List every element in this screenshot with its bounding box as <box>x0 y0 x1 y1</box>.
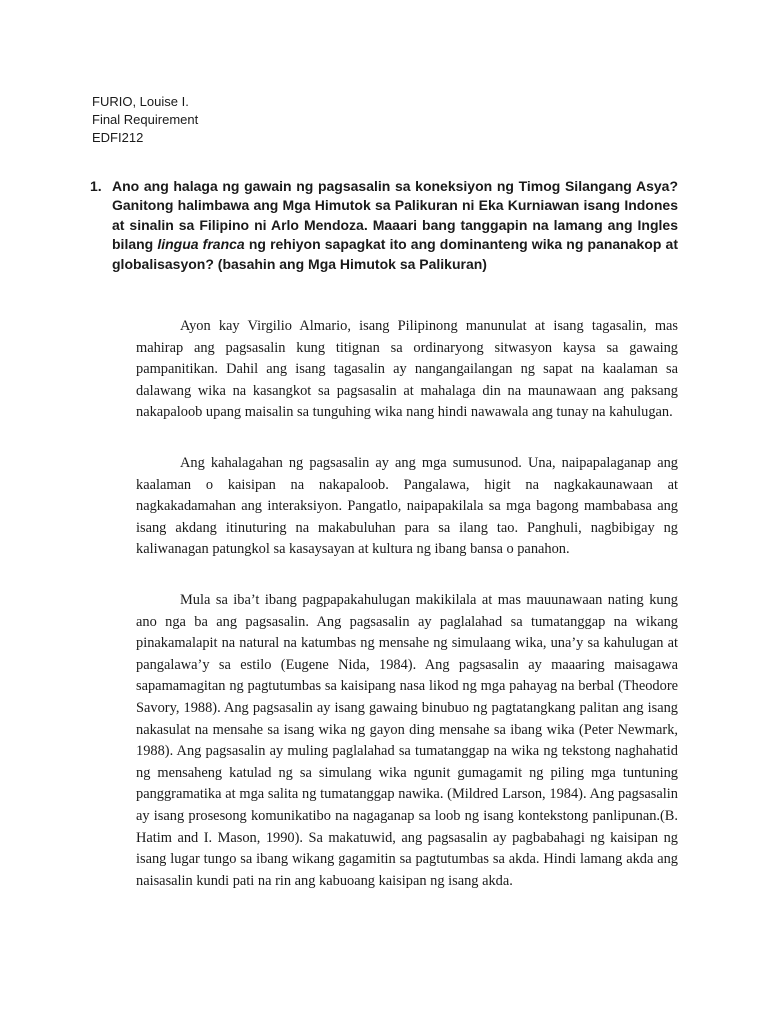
requirement-label: Final Requirement <box>92 112 199 127</box>
question-number: 1. <box>90 178 102 194</box>
document-header <box>92 93 198 147</box>
answer-paragraph-3: Mula sa iba’t ibang pagpapakahulugan makikilala at mas mauunawaan nating kung ano nga ba ang pagsasalin. Ang pagsasalin ay paglalahad sa tumatanggap na wikang pinakamalapit na natural na katumbas ng mensahe ng simulaang wika, una’y sa kahulugan at pangalawa’y sa estilo (Eugene Nida, 1984). Ang pagsasalin ay maaaring maisagawa sapamamagitan ng pagtutumbas sa kaisipang nasa likod ng mga pahayag na berbal (Theodore Savory, 1988). Ang pagsasalin ay isang gawaing binubuo ng pagtatangkang palitan ang isang nakasulat na mensahe sa isang wika ng gayon ding mensahe sa ibang wika (Peter Newmark, 1988). Ang pagsasalin ay muling paglalahad sa tumatanggap na wika ng tekstong naghahatid ng mensaheng katulad ng sa simulang wika ngunit gumagamit ng piling mga tuntuning panggramatika at mga salita ng tumatanggap nawika. (Mildred Larson, 1984). Ang pagsasalin ay isang prosesong komunikatibo na nagaganap sa loob ng isang kontekstong panlipunan.(B. Hatim and I. Mason, 1990). Sa makatuwid, ang pagsasalin ay pagbabahagi ng kaisipan ng isang lugar tungo sa ibang wikang gagamitin sa pagtutumbas sa akda. Hindi lamang akda ang naisasalin kundi pati na rin ang kabuoang kaisipan ng isang akda. <box>136 592 678 889</box>
question-italic-term: lingua franca <box>157 236 245 253</box>
question-text-after: ng rehiyon sapagkat ito ang dominanteng wika ng pananakop at globalisasyon? (basahin ang Mga Himutok sa Palikuran) <box>112 236 678 272</box>
question-item <box>90 177 678 274</box>
student-name: FURIO, Louise I. <box>92 94 189 109</box>
answer-paragraph-2: Ang kahalagahan ng pagsasalin ay ang mga sumusunod. Una, naipapalaganap ang kaalaman o kaisipan na nakapaloob. Pangalawa, higit na nagkakaunawaan at nagkakadamahan ang interaksiyon. Pangatlo, naipapakilala sa mga bagong mambabasa ang isang akdang itinuturing na makabuluhan para sa ilang tao. Panghuli, nagbibigay ng kaliwanagan patungkol sa kasaysayan at kultura ng ibang bansa o panahon. <box>136 455 678 558</box>
answer-paragraph-1: Ayon kay Virgilio Almario, isang Pilipinong manunulat at isang tagasalin, mas mahirap ang pagsasalin kung titignan sa ordinaryong sitwasyon kaysa sa gawaing pampanitikan. Dahil ang isang tagasalin ay nangangailangan ng sapat na kaalaman sa dalawang wika na kasangkot sa pagsasalin at mahalaga din na maunawaan ang paksang nakapaloob upang maisalin sa tunguhing wika nang hindi nawawala ang tunay na kahulugan. <box>136 318 678 421</box>
question-text-before: Ano ang halaga ng gawain ng pagsasalin sa koneksiyon ng Timog Silangang Asya? Ganitong halimbawa ang Mga Himutok sa Palikuran ni Eka Kurniawan isang Indones at sinalin sa Filipino ni Arlo Mendoza. Maaari bang tanggapin na lamang ang Ingles bilang <box>112 178 678 253</box>
course-code: EDFI212 <box>92 130 144 145</box>
